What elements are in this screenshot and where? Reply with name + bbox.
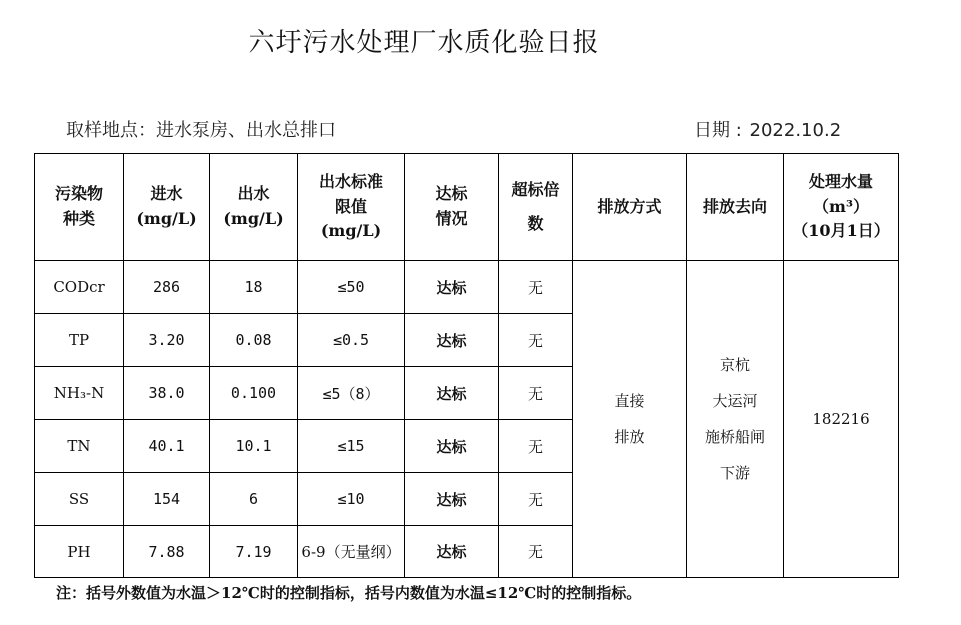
date-value: 2022.10.2: [749, 120, 842, 141]
inflow-cell: 40.1: [124, 420, 210, 473]
limit-cell: ≤10: [298, 473, 405, 526]
inflow-cell: 38.0: [124, 367, 210, 420]
header-compliance: 达标 情况: [405, 154, 499, 261]
pollutant-cell: NH₃-N: [35, 367, 124, 420]
outflow-cell: 0.08: [210, 314, 298, 367]
compliance-cell: 达标: [405, 420, 499, 473]
exceed-cell: 无: [499, 367, 573, 420]
inflow-cell: 7.88: [124, 526, 210, 578]
pollutant-cell: CODcr: [35, 261, 124, 314]
footnote: 注：括号外数值为水温＞12℃时的控制指标，括号内数值为水温≤12℃时的控制指标。: [56, 584, 642, 602]
limit-cell: ≤5（8）: [298, 367, 405, 420]
outflow-cell: 0.100: [210, 367, 298, 420]
exceed-cell: 无: [499, 420, 573, 473]
limit-cell: ≤0.5: [298, 314, 405, 367]
discharge-destination-cell: 京杭 大运河 施桥船闸 下游: [687, 261, 784, 578]
pollutant-cell: SS: [35, 473, 124, 526]
outflow-cell: 10.1: [210, 420, 298, 473]
exceed-cell: 无: [499, 473, 573, 526]
compliance-cell: 达标: [405, 473, 499, 526]
report-date: [694, 116, 841, 142]
outflow-cell: 18: [210, 261, 298, 314]
header-limit: 出水标准 限值 (mg/L): [298, 154, 405, 261]
pollutant-cell: TN: [35, 420, 124, 473]
header-method: 排放方式: [573, 154, 687, 261]
date-label: 日期 :: [694, 120, 742, 141]
header-destination: 排放去向: [687, 154, 784, 261]
header-pollutant: 污染物 种类: [35, 154, 124, 261]
header-volume: 处理水量 （m³） （10月1日）: [784, 154, 899, 261]
header-inflow: 进水 (mg/L): [124, 154, 210, 261]
compliance-cell: 达标: [405, 367, 499, 420]
exceed-cell: 无: [499, 314, 573, 367]
pollutant-cell: TP: [35, 314, 124, 367]
header-exceed: 超标倍 数: [499, 154, 573, 261]
limit-cell: ≤50: [298, 261, 405, 314]
pollutant-cell: PH: [35, 526, 124, 578]
outflow-cell: 7.19: [210, 526, 298, 578]
header-outflow: 出水 (mg/L): [210, 154, 298, 261]
table-header-row: [35, 154, 899, 261]
exceed-cell: 无: [499, 261, 573, 314]
limit-cell: 6-9（无量纲）: [298, 526, 405, 578]
table-row: [35, 261, 899, 314]
report-title: 六圩污水处理厂水质化验日报: [248, 28, 600, 58]
inflow-cell: 3.20: [124, 314, 210, 367]
discharge-method-cell: 直接 排放: [573, 261, 687, 578]
limit-cell: ≤15: [298, 420, 405, 473]
outflow-cell: 6: [210, 473, 298, 526]
compliance-cell: 达标: [405, 314, 499, 367]
treated-volume-cell: 182216: [784, 261, 899, 578]
compliance-cell: 达标: [405, 261, 499, 314]
compliance-cell: 达标: [405, 526, 499, 578]
inflow-cell: 286: [124, 261, 210, 314]
exceed-cell: 无: [499, 526, 573, 578]
water-quality-table: [34, 153, 899, 578]
inflow-cell: 154: [124, 473, 210, 526]
sampling-location: 取样地点：进水泵房、出水总排口: [66, 120, 336, 141]
